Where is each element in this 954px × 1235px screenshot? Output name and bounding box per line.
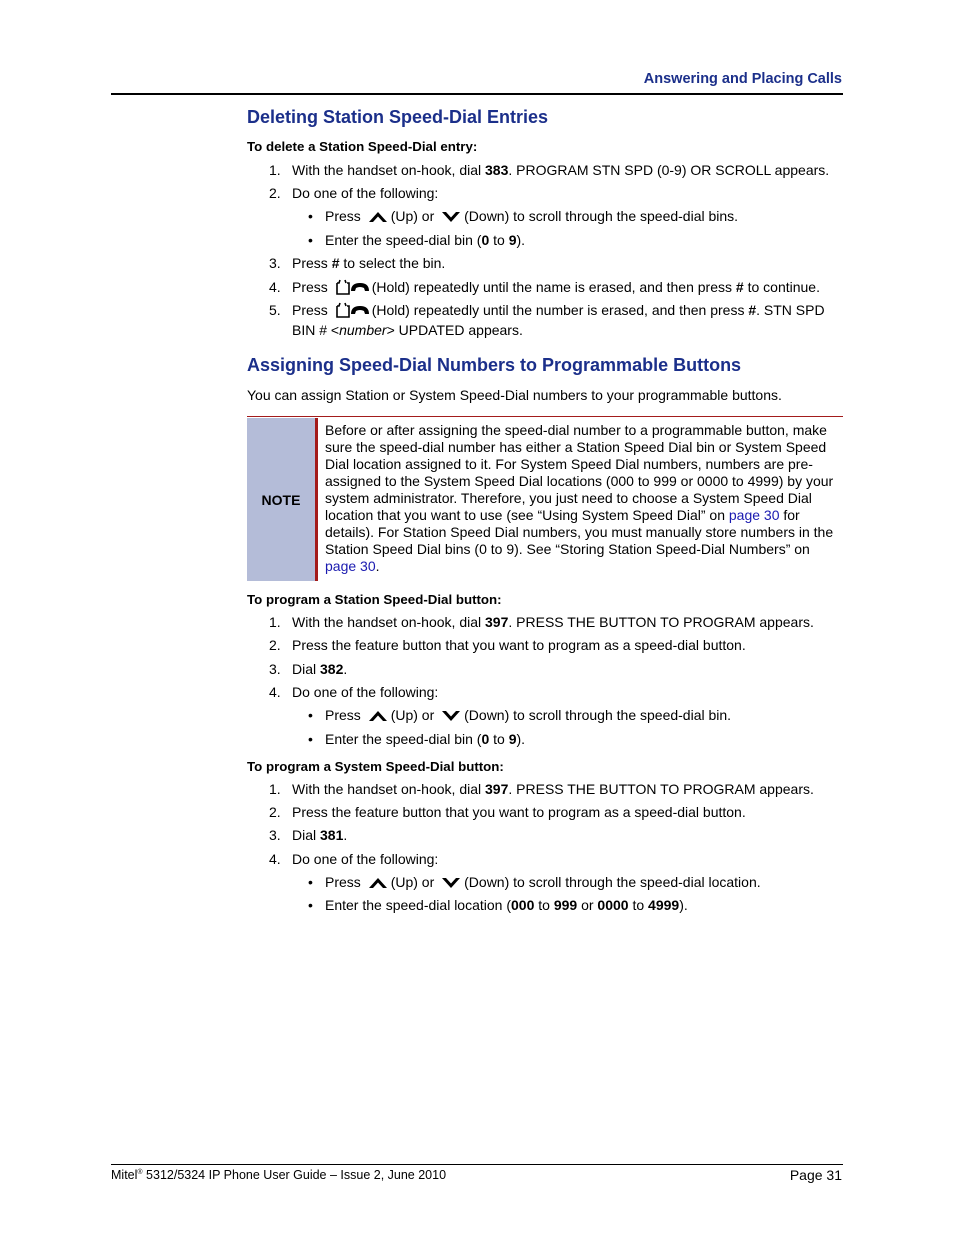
bullet-item: • Enter the speed-dial bin (0 to 9). bbox=[308, 731, 526, 747]
note-text: Before or after assigning the speed-dial number to a programmable button, make sure the speed-dial number has either a Station Speed Dial bin or System Speed Dial location assigned to it. For System Speed Dial numbers, numbers are pre- assigned to the System Speed Dial locations (000 to 999 or 0000 to 4999) by your system administrator. Therefore, you just need to choose a System Speed Dial location that you want to use (see “Using System Speed Dial” on page 30 for details). For Station Speed Dial numbers, you must manually store numbers in the Station Speed Dial bins (0 to 9). See “Storing Station Speed-Dial Numbers” on page 30. bbox=[325, 422, 834, 574]
running-header: Answering and Placing Calls bbox=[643, 71, 842, 87]
footer-rule bbox=[111, 1164, 843, 1165]
section-heading-assigning: Assigning Speed-Dial Numbers to Programmable Buttons bbox=[247, 355, 742, 375]
list-item: 1. With the handset on-hook, dial 397. PRESS THE BUTTON TO PROGRAM appears. bbox=[269, 614, 814, 630]
header-rule bbox=[111, 93, 843, 95]
procedure-title-delete: To delete a Station Speed-Dial entry: bbox=[247, 139, 478, 154]
procedure-title-station: To program a Station Speed-Dial button: bbox=[247, 592, 502, 607]
list-item: 5. Press (Hold) repeatedly until the number is erased, and then press #. STN SPD BIN # <number> UPDATED appears. bbox=[269, 302, 825, 338]
list-item: 2. Press the feature button that you want to program as a speed-dial button. bbox=[269, 804, 746, 820]
bullet-item: • Press (Up) or (Down) to scroll through the speed-dial bin. bbox=[325, 707, 731, 727]
list-item: 2. Do one of the following: bbox=[269, 185, 439, 201]
procedure-title-system: To program a System Speed-Dial button: bbox=[247, 759, 504, 774]
down-arrow-icon bbox=[441, 709, 461, 727]
page-link[interactable]: page 30 bbox=[325, 558, 376, 574]
hold-icon bbox=[335, 279, 369, 299]
hold-icon bbox=[335, 302, 369, 322]
list-item: 3. Dial 382. bbox=[269, 661, 348, 677]
page-link[interactable]: page 30 bbox=[728, 507, 780, 523]
list-item: 1. With the handset on-hook, dial 397. PRESS THE BUTTON TO PROGRAM appears. bbox=[269, 781, 814, 797]
bullet-item: • Enter the speed-dial bin (0 to 9). bbox=[308, 232, 526, 248]
up-arrow-icon bbox=[368, 709, 388, 727]
bullet-item: • Press (Up) or (Down) to scroll through the speed-dial location. bbox=[325, 874, 761, 894]
footer-doc-title: Mitel® 5312/5324 IP Phone User Guide – Issue 2, June 2010 bbox=[111, 1168, 447, 1182]
list-item: 4. Press (Hold) repeatedly until the name is erased, and then press # to continue. bbox=[292, 279, 837, 299]
list-item: 4. Do one of the following: bbox=[269, 851, 439, 867]
down-arrow-icon bbox=[441, 876, 461, 894]
page-number: Page 31 bbox=[789, 1167, 842, 1183]
down-arrow-icon bbox=[441, 210, 461, 228]
list-item: 3. Dial 381. bbox=[269, 827, 348, 843]
up-arrow-icon bbox=[368, 210, 388, 228]
note-separator bbox=[315, 418, 318, 581]
bullet-item: • Enter the speed-dial location (000 to 999 or 0000 to 4999). bbox=[308, 897, 688, 913]
bullet-item: • Press (Up) or (Down) to scroll through the speed-dial bins. bbox=[325, 208, 738, 228]
list-item: 4. Do one of the following: bbox=[269, 684, 439, 700]
intro-paragraph: You can assign Station or System Speed-Dial numbers to your programmable buttons. bbox=[247, 387, 782, 403]
section-heading-deleting: Deleting Station Speed-Dial Entries bbox=[247, 107, 549, 127]
note-label: NOTE bbox=[247, 418, 315, 581]
list-item: 1. With the handset on-hook, dial 383. PROGRAM STN SPD (0-9) OR SCROLL appears. bbox=[269, 162, 830, 178]
up-arrow-icon bbox=[368, 876, 388, 894]
note-box bbox=[247, 416, 843, 581]
list-item: 3. Press # to select the bin. bbox=[269, 255, 446, 271]
list-item: 2. Press the feature button that you want to program as a speed-dial button. bbox=[269, 637, 746, 653]
